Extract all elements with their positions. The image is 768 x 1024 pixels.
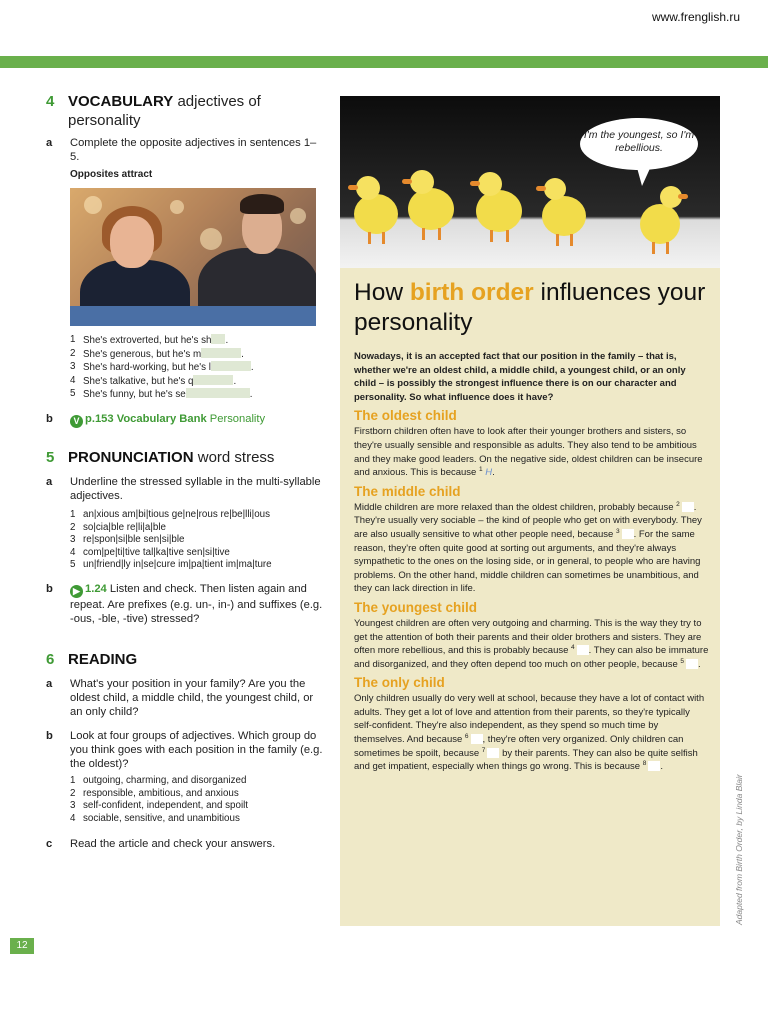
section-6-heading: [46, 650, 324, 669]
list-item: 3 re|spon|si|ble sen|si|ble: [70, 534, 185, 546]
section-subtitle: word stress: [197, 448, 275, 466]
list-item: 2 responsible, ambitious, and anxious: [70, 787, 239, 799]
paragraph-middle: Middle children are more relaxed than the oldest children, probably because $^2$ . They're usually very sociable – the kind of people who get on with everybody. They are also usually sensitive to what other people need, because $^3$ . For the same reason, they're often quite good at sorting out arguments, and they're always sympathetic to the ones on the losing side, or in general, to people who are having problems. On the other hand, middle children can sometimes be unambitious, and they can lack direction in life.: [354, 500, 702, 595]
answer-blank[interactable]: [682, 502, 694, 512]
answer-blank[interactable]: [577, 645, 589, 655]
subheading-middle: The middle child: [354, 483, 461, 499]
answer-blank[interactable]: [193, 375, 233, 385]
answer-blank[interactable]: [622, 529, 634, 539]
answer-blank[interactable]: [186, 388, 250, 398]
subheading-youngest: The youngest child: [354, 599, 478, 615]
list-item: 1 She's extroverted, but he's sh .: [70, 334, 229, 346]
photo-caption: Opposites attract: [70, 169, 153, 180]
exercise-6c: c Read the article and check your answers.: [46, 838, 276, 851]
answer-blank[interactable]: [211, 334, 225, 344]
section-subtitle: adjectives of personality: [68, 93, 261, 129]
answer-blank[interactable]: [471, 734, 483, 744]
section-number: 5: [46, 448, 55, 466]
exercise-4b: b V p.153 Vocabulary Bank Personality: [46, 412, 266, 426]
list-item: 2 She's generous, but he's m .: [70, 347, 244, 360]
word-list: [70, 509, 324, 572]
section-number: 4: [46, 93, 55, 110]
handwritten-answer: H: [485, 467, 493, 479]
section-title: PRONUNCIATION: [68, 448, 194, 466]
article-intro: Nowadays, it is an accepted fact that our position in the family – that is, whether we're an oldest child, a middle child, a youngest child, or an only child – is possibly the strongest influence there is on our character and personality. So what influence does it have?: [354, 351, 686, 403]
answer-blank[interactable]: [648, 761, 660, 771]
answer-blank[interactable]: [201, 348, 241, 358]
section-5-heading: [46, 448, 324, 467]
exercise-instruction: Complete the opposite adjectives in sentences 1–5.: [70, 137, 317, 163]
exercise-6b: b Look at four groups of adjectives. Which group do you think goes with each position in the family (e.g. the oldest)?: [46, 729, 323, 770]
speech-bubble-tail: [636, 164, 652, 186]
exercise-instruction: Underline the stressed syllable in the multi-syllable adjectives.: [70, 475, 321, 502]
list-item: 1 an|xious am|bi|tious ge|ne|rous re|be|lli|ous: [70, 508, 271, 520]
article-panel: [340, 96, 720, 926]
audio-icon[interactable]: ▶: [70, 585, 83, 598]
site-url[interactable]: www.frenglish.ru: [651, 10, 740, 24]
speech-bubble: I'm the youngest, so I'm rebellious.: [580, 118, 698, 170]
article-title: How birth order influences your personality: [354, 279, 706, 336]
vocabulary-bank-link[interactable]: p.153 Vocabulary Bank: [85, 412, 207, 425]
source-credit: Adapted from Birth Order, by Linda Blair: [734, 774, 744, 925]
paragraph-only: Only children usually do very well at school, because they have a lot of contact with adults. They get a lot of love and attention from their parents, so they're typically self-confident. They're also independent, as they spend so much time by themselves. And because $^6$ , they're often very organized. Only children can sometimes be spoilt, because $^7$ by their parents. They can also be quite selfish and get impatient, especially when things go wrong. This is because $^8$ .: [354, 693, 705, 773]
subheading-only: The only child: [354, 675, 445, 691]
couple-photo: [70, 188, 316, 326]
exercise-6a: a What's your position in your family? Are you the oldest child, a middle child, the youngest child, or an only child?: [46, 677, 314, 718]
list-item: 5 un|friend|ly in|se|cure im|pa|tient im|ma|ture: [70, 559, 272, 571]
answer-blank[interactable]: [487, 748, 499, 758]
section-title: VOCABULARY: [68, 93, 174, 110]
section-number: 6: [46, 650, 55, 668]
list-item: 4 sociable, sensitive, and unambitious: [70, 812, 240, 824]
answer-blank[interactable]: [686, 659, 698, 669]
sentence-list: [70, 334, 324, 402]
section-title: READING: [68, 650, 138, 668]
exercise-letter: a: [46, 137, 53, 149]
paragraph-oldest: Firstborn children often have to look after their younger brothers and sisters, so they're usually sensible and responsible as adults. They also tend to be ambitious and they make good leaders. On the negative side, oldest children can be insecure and anxious. This is because $^1$ H.: [354, 426, 703, 479]
list-item: 4 com|pe|ti|tive tal|ka|tive sen|si|tive: [70, 546, 230, 558]
audio-track[interactable]: 1.24: [85, 582, 107, 595]
list-item: 4 She's talkative, but he's q .: [70, 374, 237, 387]
page-number: 12: [10, 938, 34, 954]
header-bar: [0, 56, 768, 68]
vocabulary-bank-icon: V: [70, 415, 83, 428]
list-item: 3 She's hard-working, but he's l .: [70, 361, 254, 374]
article-body: [354, 350, 710, 774]
answer-blank[interactable]: [211, 361, 251, 371]
photo-caption-row: [46, 168, 324, 182]
subheading-oldest: The oldest child: [354, 408, 457, 424]
paragraph-youngest: Youngest children are often very outgoing and charming. This is the way they try to get the attention of both their parents and their older brothers and sisters. They are often more rebellious, and this is probably because $^4$ . They can also be immature and disorganized, and they often depend too much on other people, because $^5$ .: [354, 617, 709, 670]
section-4-heading: [46, 92, 324, 130]
exercise-5b: b ▶ 1.24 Listen and check. Then listen again and repeat. Are prefixes (e.g. un-, in-) and suffixes (e.g. -ous, -ble, -tive) stressed?: [46, 582, 323, 625]
list-item: 5 She's funny, but he's se .: [70, 388, 253, 401]
left-column: [46, 92, 324, 851]
list-item: 2 so|cia|ble re|li|a|ble: [70, 521, 166, 533]
exercise-4a: [46, 136, 324, 164]
exercise-5a: a Underline the stressed syllable in the multi-syllable adjectives.: [46, 475, 324, 503]
list-item: 3 self-confident, independent, and spoilt: [70, 800, 249, 812]
list-item: 1 outgoing, charming, and disorganized: [70, 774, 247, 786]
adjective-groups: [70, 775, 324, 825]
ducklings-image: [340, 96, 720, 268]
